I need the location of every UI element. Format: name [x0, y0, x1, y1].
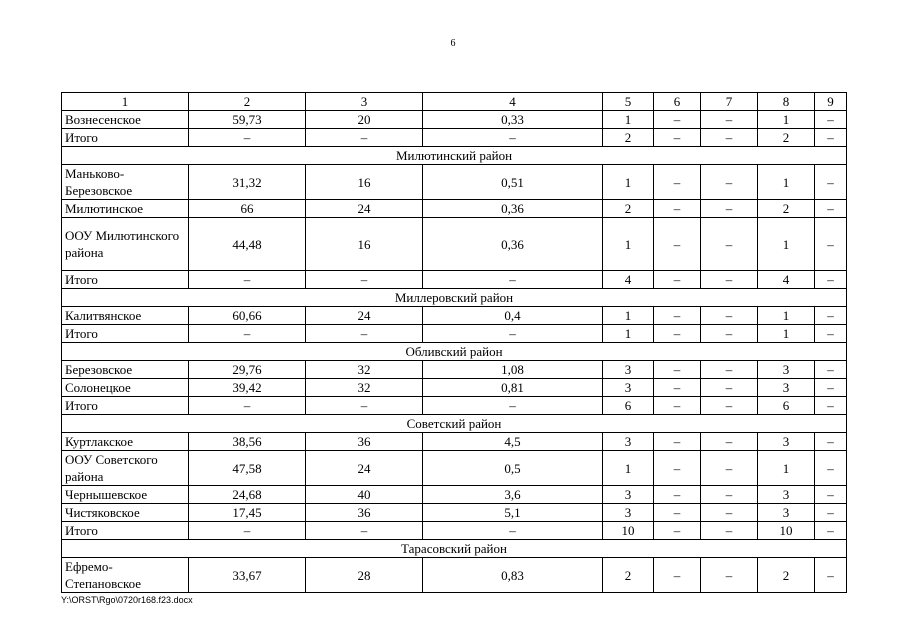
settlement-name-cell: Ефремо-Степановское	[62, 558, 189, 593]
value-cell: 3	[758, 486, 815, 504]
value-cell: 17,45	[189, 504, 306, 522]
district-heading: Миллеровский район	[62, 289, 847, 307]
value-cell: –	[654, 379, 701, 397]
value-cell: 32	[306, 379, 423, 397]
settlement-name-cell: Итого	[62, 325, 189, 343]
value-cell: 16	[306, 218, 423, 271]
value-cell: –	[654, 522, 701, 540]
value-cell: 10	[603, 522, 654, 540]
value-cell: 32	[306, 361, 423, 379]
value-cell: –	[701, 307, 758, 325]
value-cell: –	[306, 325, 423, 343]
value-cell: 10	[758, 522, 815, 540]
value-cell: 3	[603, 486, 654, 504]
table-row	[62, 325, 847, 343]
value-cell: –	[701, 111, 758, 129]
value-cell: 40	[306, 486, 423, 504]
value-cell: 1	[603, 451, 654, 486]
value-cell: 60,66	[189, 307, 306, 325]
column-number-row	[62, 93, 847, 111]
column-number: 7	[701, 93, 758, 111]
table-row	[62, 165, 847, 200]
value-cell: 66	[189, 200, 306, 218]
value-cell: 1	[758, 218, 815, 271]
value-cell: 0,83	[423, 558, 603, 593]
value-cell: –	[701, 397, 758, 415]
table-row	[62, 433, 847, 451]
column-number: 8	[758, 93, 815, 111]
value-cell: –	[306, 129, 423, 147]
value-cell: 0,5	[423, 451, 603, 486]
table-row	[62, 558, 847, 593]
column-number: 6	[654, 93, 701, 111]
value-cell: 1	[758, 451, 815, 486]
column-number: 9	[815, 93, 847, 111]
value-cell: –	[701, 361, 758, 379]
settlement-name-cell: Маньково-Березовское	[62, 165, 189, 200]
district-heading-row	[62, 415, 847, 433]
value-cell: 2	[758, 200, 815, 218]
value-cell: –	[701, 522, 758, 540]
value-cell: 29,76	[189, 361, 306, 379]
value-cell: 59,73	[189, 111, 306, 129]
settlement-name-cell: Милютинское	[62, 200, 189, 218]
table-row	[62, 307, 847, 325]
value-cell: –	[701, 165, 758, 200]
value-cell: –	[654, 361, 701, 379]
value-cell: 24	[306, 451, 423, 486]
district-heading: Обливский район	[62, 343, 847, 361]
value-cell: –	[701, 486, 758, 504]
settlement-name-cell: Куртлакское	[62, 433, 189, 451]
value-cell: –	[423, 271, 603, 289]
value-cell: –	[654, 200, 701, 218]
value-cell: –	[815, 486, 847, 504]
value-cell: 1	[758, 165, 815, 200]
value-cell: 3	[758, 361, 815, 379]
value-cell: 3,6	[423, 486, 603, 504]
value-cell: 3	[758, 504, 815, 522]
value-cell: 39,42	[189, 379, 306, 397]
value-cell: 4,5	[423, 433, 603, 451]
district-heading: Советский район	[62, 415, 847, 433]
settlement-name-cell: Чернышевское	[62, 486, 189, 504]
settlement-name-cell: Березовское	[62, 361, 189, 379]
table-row	[62, 200, 847, 218]
value-cell: –	[654, 111, 701, 129]
value-cell: –	[654, 451, 701, 486]
value-cell: –	[654, 325, 701, 343]
value-cell: 33,67	[189, 558, 306, 593]
value-cell: 47,58	[189, 451, 306, 486]
value-cell: –	[815, 361, 847, 379]
value-cell: 3	[758, 433, 815, 451]
value-cell: 6	[603, 397, 654, 415]
value-cell: –	[654, 558, 701, 593]
value-cell: –	[423, 129, 603, 147]
value-cell: –	[815, 379, 847, 397]
settlement-name-cell: Солонецкое	[62, 379, 189, 397]
value-cell: –	[815, 111, 847, 129]
value-cell: –	[189, 522, 306, 540]
table-row	[62, 522, 847, 540]
value-cell: 0,36	[423, 218, 603, 271]
value-cell: –	[815, 433, 847, 451]
value-cell: –	[189, 325, 306, 343]
table-row	[62, 271, 847, 289]
district-heading: Тарасовский район	[62, 540, 847, 558]
value-cell: 1,08	[423, 361, 603, 379]
settlement-name-cell: Чистяковское	[62, 504, 189, 522]
value-cell: 0,36	[423, 200, 603, 218]
value-cell: 44,48	[189, 218, 306, 271]
table-row	[62, 129, 847, 147]
settlement-name-cell: Калитвянское	[62, 307, 189, 325]
value-cell: –	[189, 129, 306, 147]
value-cell: –	[423, 397, 603, 415]
table-row	[62, 504, 847, 522]
value-cell: –	[701, 218, 758, 271]
value-cell: –	[815, 325, 847, 343]
value-cell: 36	[306, 433, 423, 451]
settlement-name-cell: ООУ Советского района	[62, 451, 189, 486]
value-cell: –	[701, 433, 758, 451]
value-cell: –	[701, 379, 758, 397]
value-cell: –	[815, 504, 847, 522]
settlement-name-cell: Итого	[62, 129, 189, 147]
value-cell: 0,4	[423, 307, 603, 325]
value-cell: 4	[603, 271, 654, 289]
column-number: 5	[603, 93, 654, 111]
settlement-name-cell: ООУ Милютинского района	[62, 218, 189, 271]
value-cell: –	[701, 271, 758, 289]
value-cell: 36	[306, 504, 423, 522]
value-cell: 20	[306, 111, 423, 129]
value-cell: 1	[758, 111, 815, 129]
settlement-name-cell: Итого	[62, 522, 189, 540]
district-heading-row	[62, 540, 847, 558]
value-cell: –	[306, 522, 423, 540]
value-cell: –	[701, 200, 758, 218]
value-cell: –	[654, 165, 701, 200]
value-cell: –	[306, 397, 423, 415]
value-cell: –	[189, 397, 306, 415]
column-number: 1	[62, 93, 189, 111]
value-cell: 24,68	[189, 486, 306, 504]
value-cell: –	[815, 218, 847, 271]
value-cell: –	[654, 271, 701, 289]
value-cell: –	[654, 218, 701, 271]
table-row	[62, 397, 847, 415]
district-heading-row	[62, 343, 847, 361]
value-cell: –	[306, 271, 423, 289]
value-cell: 0,81	[423, 379, 603, 397]
value-cell: –	[654, 433, 701, 451]
value-cell: 38,56	[189, 433, 306, 451]
value-cell: 2	[603, 129, 654, 147]
district-heading: Милютинский район	[62, 147, 847, 165]
value-cell: 31,32	[189, 165, 306, 200]
value-cell: 24	[306, 200, 423, 218]
value-cell: 3	[603, 361, 654, 379]
value-cell: 2	[603, 558, 654, 593]
value-cell: –	[815, 397, 847, 415]
value-cell: 3	[758, 379, 815, 397]
file-path-footer: Y:\ORST\Rgo\0720r168.f23.docx	[61, 595, 193, 605]
value-cell: –	[654, 129, 701, 147]
value-cell: 24	[306, 307, 423, 325]
table-row	[62, 486, 847, 504]
value-cell: –	[423, 522, 603, 540]
value-cell: 5,1	[423, 504, 603, 522]
value-cell: –	[701, 325, 758, 343]
value-cell: 16	[306, 165, 423, 200]
value-cell: 1	[603, 165, 654, 200]
value-cell: –	[654, 486, 701, 504]
column-number: 2	[189, 93, 306, 111]
value-cell: 1	[603, 218, 654, 271]
district-heading-row	[62, 147, 847, 165]
value-cell: –	[815, 200, 847, 218]
settlement-name-cell: Итого	[62, 271, 189, 289]
column-number: 4	[423, 93, 603, 111]
value-cell: –	[701, 451, 758, 486]
value-cell: –	[189, 271, 306, 289]
district-heading-row	[62, 289, 847, 307]
value-cell: 3	[603, 433, 654, 451]
value-cell: 1	[758, 307, 815, 325]
value-cell: 6	[758, 397, 815, 415]
page-number: 6	[450, 38, 456, 49]
value-cell: 1	[603, 325, 654, 343]
value-cell: 0,33	[423, 111, 603, 129]
column-number: 3	[306, 93, 423, 111]
value-cell: –	[654, 307, 701, 325]
value-cell: –	[701, 558, 758, 593]
value-cell: 1	[758, 325, 815, 343]
value-cell: –	[815, 165, 847, 200]
table-row	[62, 379, 847, 397]
value-cell: –	[701, 504, 758, 522]
settlement-name-cell: Вознесенское	[62, 111, 189, 129]
value-cell: –	[815, 307, 847, 325]
value-cell: 1	[603, 111, 654, 129]
value-cell: –	[815, 558, 847, 593]
value-cell: –	[654, 397, 701, 415]
value-cell: 3	[603, 504, 654, 522]
table-row	[62, 451, 847, 486]
value-cell: –	[815, 271, 847, 289]
value-cell: 2	[758, 558, 815, 593]
value-cell: 28	[306, 558, 423, 593]
table-row	[62, 361, 847, 379]
value-cell: –	[701, 129, 758, 147]
value-cell: 2	[603, 200, 654, 218]
table-row	[62, 111, 847, 129]
value-cell: 0,51	[423, 165, 603, 200]
value-cell: 2	[758, 129, 815, 147]
settlement-name-cell: Итого	[62, 397, 189, 415]
value-cell: 4	[758, 271, 815, 289]
value-cell: 3	[603, 379, 654, 397]
value-cell: –	[815, 522, 847, 540]
value-cell: –	[815, 129, 847, 147]
value-cell: –	[654, 504, 701, 522]
value-cell: –	[423, 325, 603, 343]
data-table	[61, 92, 847, 593]
value-cell: 1	[603, 307, 654, 325]
table-row	[62, 218, 847, 271]
value-cell: –	[815, 451, 847, 486]
